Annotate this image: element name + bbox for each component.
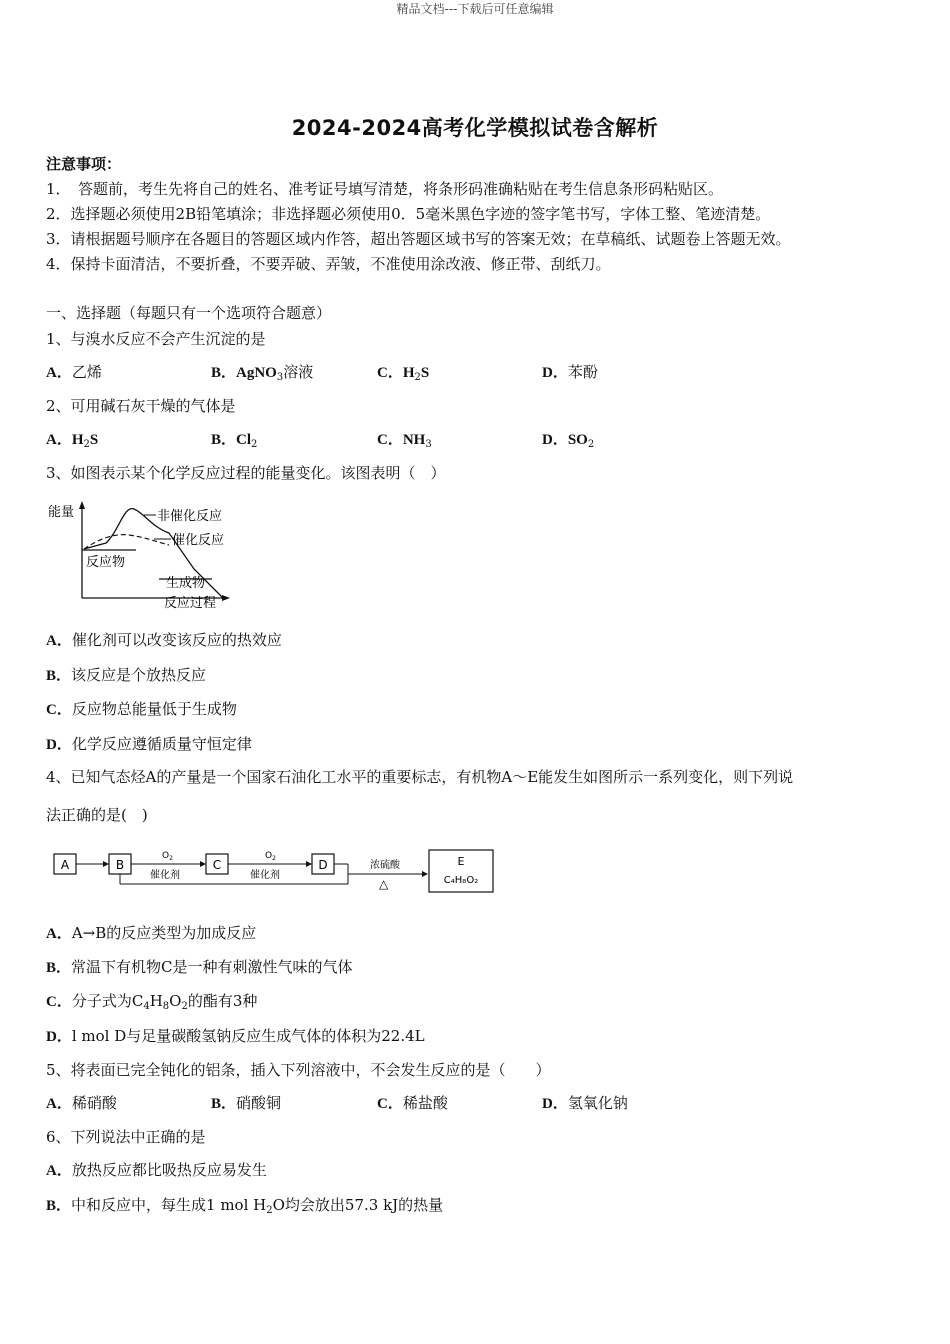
question-1-stem: 1、与溴水反应不会产生沉淀的是: [46, 330, 266, 348]
box-e-formula: C₄H₈O₂: [443, 875, 479, 886]
q4-option-a: A．A→B的反应类型为加成反应: [46, 924, 257, 942]
q6-option-a: A．放热反应都比吸热反应易发生: [46, 1161, 267, 1179]
energy-diagram: [44, 497, 244, 613]
q2-option-b: B．$Cl_2$: [211, 432, 258, 450]
q3-option-c: C．反应物总能量低于生成物: [46, 700, 237, 718]
q4-option-d: D．l mol D与足量碳酸氢钠反应生成气体的体积为22.4L: [46, 1027, 425, 1045]
question-6-stem: 6、下列说法中正确的是: [46, 1128, 206, 1146]
q1-option-c: C．$H_2S$: [377, 365, 430, 383]
notice-heading: 注意事项：: [46, 155, 122, 173]
q1-option-d: D．苯酚: [542, 363, 598, 381]
question-5-stem: 5、将表面已完全钝化的铝条，插入下列溶液中，不会发生反应的是（ ）: [46, 1061, 551, 1079]
notice-item: 3．请根据题号顺序在各题目的答题区域内作答，超出答题区域书写的答案无效；在草稿纸、试题卷上答题无效。: [46, 230, 791, 248]
q5-option-b: B．硝酸铜: [211, 1094, 282, 1112]
box-e-label: E: [457, 855, 465, 868]
catalyst-label-2: 催化剂: [250, 870, 280, 881]
q3-option-a: A．催化剂可以改变该反应的热效应: [46, 631, 282, 649]
x-axis-label: 反应过程: [164, 596, 217, 611]
catalyzed-label: 催化反应: [172, 533, 225, 548]
page-title: 2024-2024高考化学模拟试卷含解析: [291, 116, 659, 140]
q3-option-b: B．该反应是个放热反应: [46, 666, 207, 684]
q2-option-c: C．$NH_3$: [377, 432, 432, 450]
box-a-label: A: [60, 858, 70, 872]
uncatalyzed-label: 非催化反应: [157, 509, 223, 524]
question-4-stem-line1: 4、已知气态烃A的产量是一个国家石油化工水平的重要标志，有机物A～E能发生如图所示一系列变化，则下列说: [46, 768, 794, 786]
reaction-flow-diagram: [52, 846, 497, 896]
q2-option-d: D．$SO_2$: [542, 432, 595, 450]
question-3-stem: 3、如图表示某个化学反应过程的能量变化。该图表明（ ）: [46, 464, 446, 482]
q5-option-d: D．氢氧化钠: [542, 1094, 628, 1112]
acid-label: 浓硫酸: [370, 860, 400, 871]
q1-option-b: B．AgNO$_3$溶液: [211, 363, 314, 383]
o2-label-1: $O_2$: [162, 851, 173, 862]
q5-option-a: A．稀硝酸: [46, 1094, 117, 1112]
notice-item: 4．保持卡面清洁，不要折叠，不要弄破、弄皱，不准使用涂改液、修正带、刮纸刀。: [46, 255, 611, 273]
question-2-stem: 2、可用碱石灰干燥的气体是: [46, 397, 236, 415]
section-heading: 一、选择题（每题只有一个选项符合题意）: [46, 304, 332, 322]
q2-option-a: A．$H_2S$: [46, 432, 99, 450]
o2-label-2: $O_2$: [265, 851, 276, 862]
catalyzed-curve: [84, 535, 169, 549]
page-header: 精品文档---下载后可任意编辑: [396, 2, 554, 16]
q3-option-d: D．化学反应遵循质量守恒定律: [46, 735, 252, 753]
heat-label: △: [379, 877, 389, 891]
q5-option-c: C．稀盐酸: [377, 1094, 448, 1112]
q6-option-b: B．中和反应中，每生成1 mol $H_2O$均会放出57.3 kJ的热量: [46, 1196, 444, 1216]
reactants-label: 反应物: [86, 555, 126, 570]
box-b-label: B: [115, 858, 125, 872]
y-axis-label: 能量: [48, 505, 75, 520]
notice-item: 1． 答题前，考生先将自己的姓名、准考证号填写清楚，将条形码准确粘贴在考生信息条形码粘贴区。: [46, 180, 724, 198]
q4-option-c: C．分子式为$C_4H_8O_2$的酯有3种: [46, 992, 258, 1012]
catalyst-label-1: 催化剂: [150, 870, 180, 881]
products-label: 生成物: [166, 576, 206, 591]
box-d-label: D: [318, 858, 328, 872]
notice-item: 2．选择题必须使用2B铅笔填涂；非选择题必须使用0．5毫米黑色字迹的签字笔书写，字体工整、笔迹清楚。: [46, 205, 771, 223]
question-4-stem-line2: 法正确的是( ): [46, 806, 148, 824]
box-c-label: C: [212, 858, 222, 872]
q1-option-a: A．乙烯: [46, 363, 102, 381]
q4-option-b: B．常温下有机物C是一种有刺激性气味的气体: [46, 958, 353, 976]
